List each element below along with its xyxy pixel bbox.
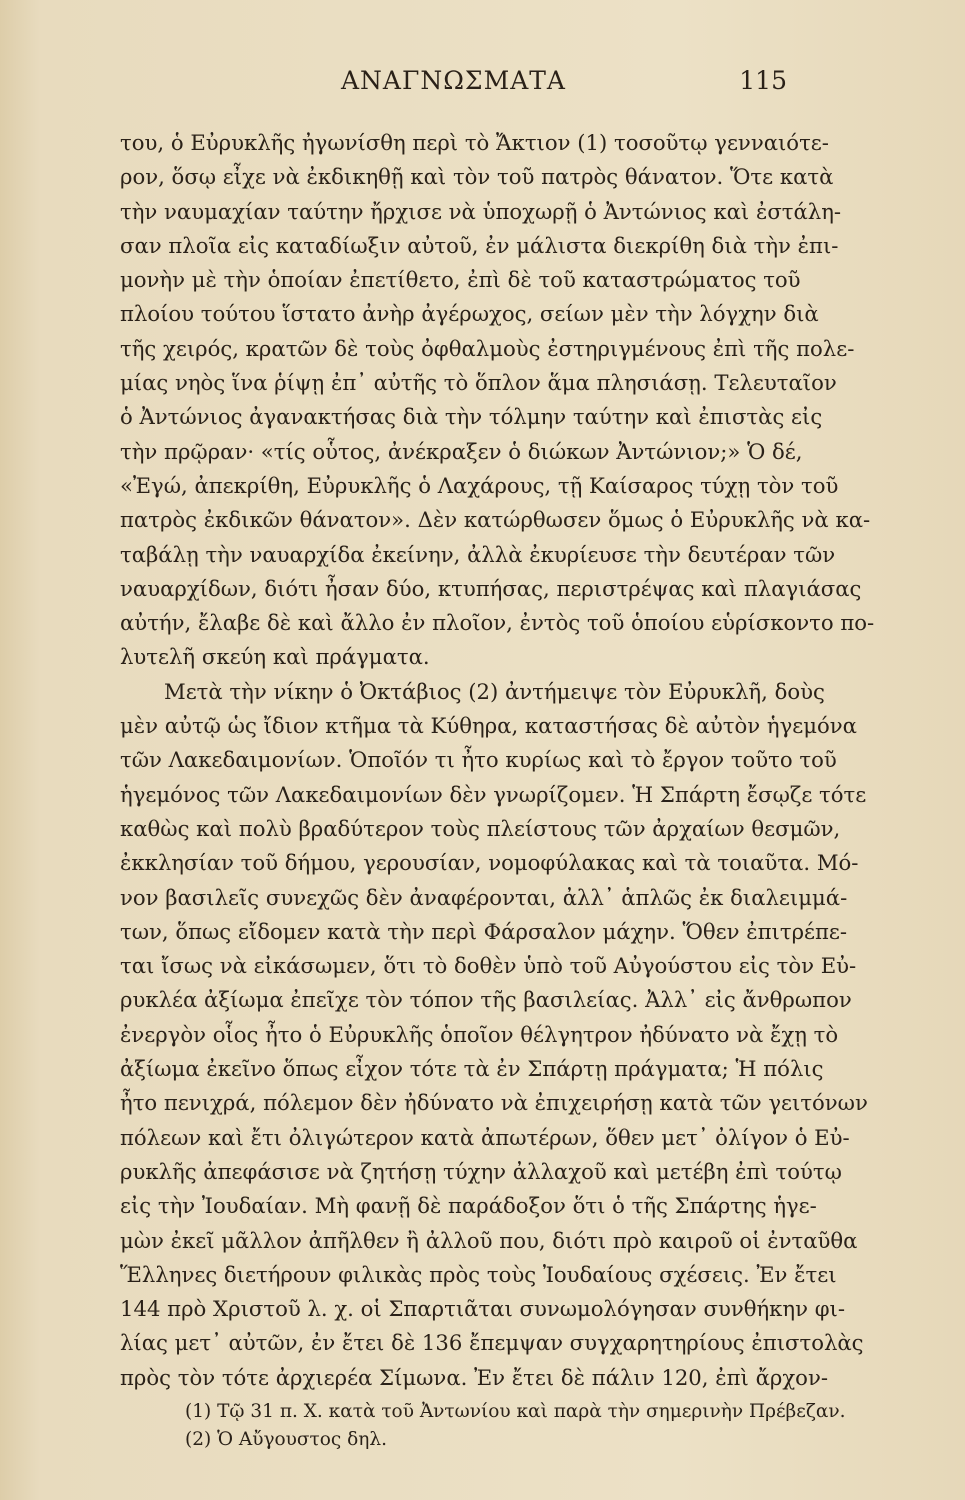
footnotes [185, 1398, 846, 1454]
text-line: ναυαρχίδων, διότι ἦσαν δύο, κτυπήσας, περιστρέψας καὶ πλαγιάσας [120, 575, 862, 601]
text-line: ρυκλῆς ἀπεφάσισε νὰ ζητήσῃ τύχην ἀλλαχοῦ καὶ μετέβη ἐπὶ τούτῳ [120, 1158, 842, 1184]
text-line: ὁ Ἀντώνιος ἀγανακτήσας διὰ τὴν τόλμην ταύτην καὶ ἐπιστὰς εἰς [120, 404, 823, 430]
text-line: 144 πρὸ Χριστοῦ λ. χ. οἱ Σπαρτιᾶται συνωμολόγησαν συνθήκην φι- [120, 1296, 846, 1322]
text-line: νον βασιλεῖς συνεχῶς δὲν ἀναφέρονται, ἀλλ᾽ ἁπλῶς ἐκ διαλειμμά- [120, 884, 848, 910]
page-header [120, 66, 787, 102]
text-line: μὲν αὐτῷ ὡς ἴδιον κτῆμα τὰ Κύθηρα, καταστήσας δὲ αὐτὸν ἡγεμόνα [120, 713, 857, 739]
text-line: ρυκλέα ἀξίωμα ἐπεῖχε τὸν τόπον τῆς βασιλείας. Ἀλλ᾽ εἰς ἄνθρωπον [120, 987, 852, 1013]
text-line: Μετὰ τὴν νίκην ὁ Ὀκτάβιος (2) ἀντήμειψε τὸν Εὐρυκλῆ, δοὺς [164, 678, 825, 704]
text-line: του, ὁ Εὐρυκλῆς ἠγωνίσθη περὶ τὸ Ἄκτιον (1) τοσοῦτῳ γενναιότε- [120, 130, 829, 155]
text-line: τῆς χειρός, κρατῶν δὲ τοὺς ὀφθαλμοὺς ἐστηριγμένους ἐπὶ τῆς πολε- [120, 335, 855, 361]
text-line: ἀξίωμα ἐκεῖνο ὅπως εἶχον τότε τὰ ἐν Σπάρτῃ πράγματα; Ἡ πόλις [120, 1056, 824, 1082]
page-number: 115 [739, 66, 787, 95]
text-line: ται ἴσως νὰ εἰκάσωμεν, ὅτι τὸ δοθὲν ὑπὸ τοῦ Αὐγούστου εἰς τὸν Εὐ- [120, 953, 857, 979]
main-text [120, 126, 875, 1395]
text-line: ρον, ὅσῳ εἶχε νὰ ἐκδικηθῇ καὶ τὸν τοῦ πατρὸς θάνατον. Ὅτε κατὰ [120, 164, 834, 190]
text-line: καθὼς καὶ πολὺ βραδύτερον τοὺς πλείστους τῶν ἀρχαίων θεσμῶν, [120, 815, 841, 841]
running-title: ΑΝΑΓΝΩΣΜΑΤΑ [341, 66, 566, 95]
text-line: πόλεων καὶ ἔτι ὀλιγώτερον κατὰ ἀπωτέρων, ὅθεν μετ᾽ ὀλίγον ὁ Εὐ- [120, 1124, 850, 1150]
text-line: ἐκκλησίαν τοῦ δήμου, γερουσίαν, νομοφύλακας καὶ τὰ τοιαῦτα. Μό- [120, 850, 859, 876]
footnote: (1) Τῷ 31 π. Χ. κατὰ τοῦ Ἀντωνίου καὶ παρὰ τὴν σημερινὴν Πρέβεζαν. [185, 1401, 846, 1422]
text-line: λυτελῆ σκεύη καὶ πράγματα. [120, 644, 430, 670]
text-line: τὴν πρῷραν· «τίς οὗτος, ἀνέκραξεν ὁ διώκων Ἀντώνιον;» Ὁ δέ, [120, 438, 803, 464]
text-line: τῶν Λακεδαιμονίων. Ὁποῖόν τι ἦτο κυρίως καὶ τὸ ἔργον τοῦτο τοῦ [120, 747, 837, 773]
footnote: (2) Ὁ Αὔγουστος δηλ. [185, 1429, 387, 1450]
text-line: των, ὅπως εἴδομεν κατὰ τὴν περὶ Φάρσαλον μάχην. Ὅθεν ἐπιτρέπε- [120, 918, 848, 944]
text-line: ταβάλῃ τὴν ναυαρχίδα ἐκείνην, ἀλλὰ ἐκυρίευσε τὴν δευτέραν τῶν [120, 541, 836, 567]
text-line: μονὴν μὲ τὴν ὁποίαν ἐπετίθετο, ἐπὶ δὲ τοῦ καταστρώματος τοῦ [120, 267, 801, 293]
text-line: «Ἐγώ, ἀπεκρίθη, Εὐρυκλῆς ὁ Λαχάρους, τῇ Καίσαρος τύχῃ τὸν τοῦ [120, 472, 839, 498]
text-line: ἐνεργὸν οἷος ἦτο ὁ Εὐρυκλῆς ὁποῖον θέλγητρον ἠδύνατο νὰ ἔχῃ τὸ [120, 1021, 839, 1047]
text-line: ἦτο πενιχρά, πόλεμον δὲν ἠδύνατο νὰ ἐπιχειρήσῃ κατὰ τῶν γειτόνων [120, 1090, 868, 1116]
text-line: αὐτήν, ἔλαβε δὲ καὶ ἄλλο ἐν πλοῖον, ἐντὸς τοῦ ὁποίου εὑρίσκοντο πο- [120, 610, 875, 636]
text-line: Ἕλληνες διετήρουν φιλικὰς πρὸς τοὺς Ἰουδαίους σχέσεις. Ἐν ἔτει [120, 1261, 837, 1287]
text-line: μίας νηὸς ἵνα ῥίψῃ ἐπ᾽ αὐτῆς τὸ ὅπλον ἅμα πλησιάσῃ. Τελευταῖον [120, 370, 837, 396]
text-line: σαν πλοῖα εἰς καταδίωξιν αὐτοῦ, ἐν μάλιστα διεκρίθη διὰ τὴν ἐπι- [120, 232, 839, 258]
text-line: ἡγεμόνος τῶν Λακεδαιμονίων δὲν γνωρίζομεν. Ἡ Σπάρτη ἔσῳζε τότε [120, 781, 867, 807]
text-line: πρὸς τὸν τότε ἀρχιερέα Σίμωνα. Ἐν ἔτει δὲ πάλιν 120, ἐπὶ ἄρχον- [120, 1364, 828, 1390]
text-line: εἰς τὴν Ἰουδαίαν. Μὴ φανῇ δὲ παράδοξον ὅτι ὁ τῆς Σπάρτης ἡγε- [120, 1193, 817, 1219]
text-line: πλοίου τούτου ἵστατο ἀνὴρ ἀγέρωχος, σείων μὲν τὴν λόγχην διὰ [120, 301, 819, 327]
text-line: λίας μετ᾽ αὐτῶν, ἐν ἔτει δὲ 136 ἔπεμψαν συγχαρητηρίους ἐπιστολὰς [120, 1330, 864, 1356]
text-line: πατρὸς ἐκδικῶν θάνατον». Δὲν κατώρθωσεν ὅμως ὁ Εὐρυκλῆς νὰ κα- [120, 507, 871, 533]
text-line: μὼν ἐκεῖ μᾶλλον ἀπῆλθεν ἢ ἀλλοῦ που, διότι πρὸ καιροῦ οἱ ἐνταῦθα [120, 1227, 858, 1253]
text-line: τὴν ναυμαχίαν ταύτην ἤρχισε νὰ ὑποχωρῇ ὁ Ἀντώνιος καὶ ἐστάλη- [120, 198, 842, 224]
